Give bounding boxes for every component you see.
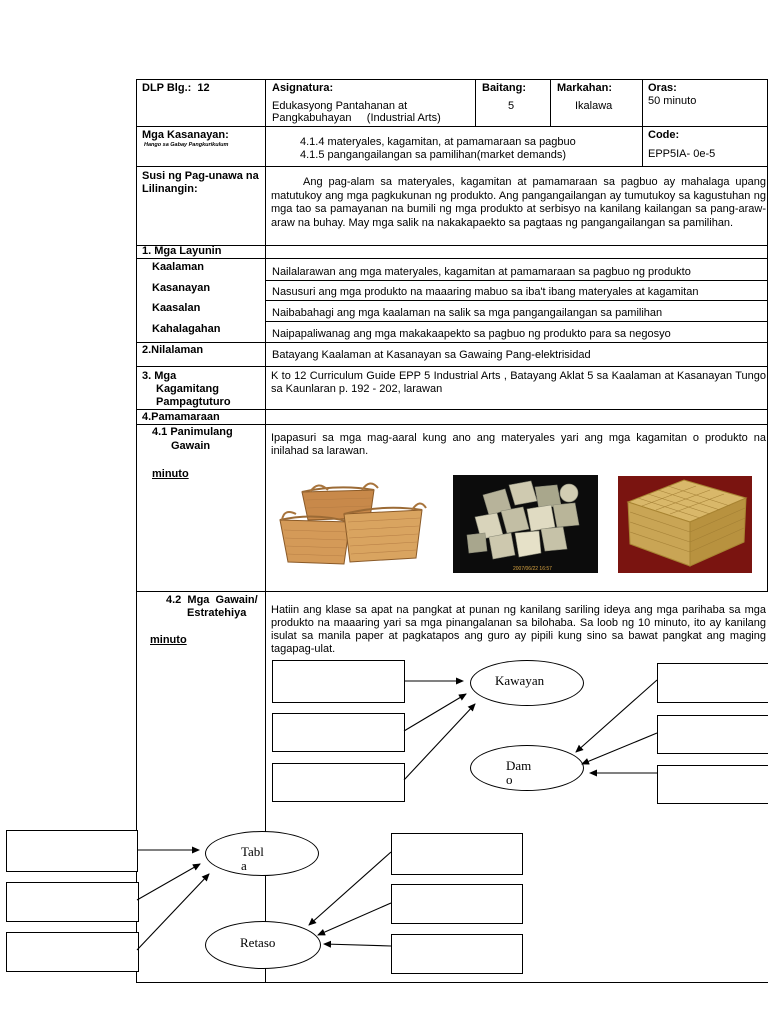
gawain-label-line2: Estratehiya — [187, 607, 247, 619]
gawain-text: Hatiin ang klase sa apat na pangkat at punan ng kanilang sariling ideya ang mga parihaba sa mga produkto na maaaring yari sa mga pinangalanan sa bilohaba. Sa loob ng 10 minuto, ito ay kanilang isulat sa manila paper at pagkatapos ang guro ay pipili kung sino sa bawat pangkat ang maging tagapag-ulat. — [271, 604, 766, 655]
arrow — [576, 680, 657, 752]
damo-label: Dam o — [506, 758, 532, 787]
markahan-label: Markahan: — [557, 82, 613, 94]
susi-label-line2: Lilinangin: — [142, 183, 198, 195]
arrow — [404, 694, 466, 731]
gawain-minuto: minuto — [150, 634, 187, 646]
panimula-label-line2: Gawain — [171, 440, 211, 452]
panimula-minuto: minuto — [152, 468, 189, 480]
kasanayan-obj-text: Nasusuri ang mga produkto na maaaring mabuo sa iba't ibang materyales at kagamitan — [272, 286, 699, 298]
asignatura-label: Asignatura: — [272, 82, 334, 94]
arrow — [137, 864, 200, 900]
kasanayan-line2: 4.1.5 pangangailangan sa pamilihan(market demands) — [300, 149, 567, 161]
arrow — [309, 852, 391, 925]
kawayan-label: Kawayan — [495, 673, 545, 688]
code-label: Code: — [648, 129, 680, 141]
susi-label-line1: Susi ng Pag-unawa na — [142, 170, 259, 182]
markahan-value: Ikalawa — [575, 100, 613, 112]
kasanayan-sublabel: Hango sa Gabay Pangkurikulum — [144, 142, 229, 148]
arrow — [324, 944, 391, 946]
kaalaman-label: Kaalaman — [152, 261, 204, 273]
gawain-label-line1: 4.2 Mga Gawain/ — [166, 594, 258, 606]
kagamitan-label-line2: Kagamitang — [156, 383, 219, 395]
kasanayan-obj-label: Kasanayan — [152, 282, 211, 294]
kasanayan-line1: 4.1.4 materyales, kagamitan, at pamamaraan sa pagbuo — [300, 136, 576, 148]
panimula-label-line1: 4.1 Panimulang — [152, 426, 233, 438]
photo-timestamp: 2007/06/22 16:57 — [513, 566, 552, 572]
baitang-value: 5 — [508, 100, 515, 112]
kagamitan-label-line3: Pampagtuturo — [156, 396, 231, 408]
oras-label: Oras: — [648, 82, 677, 94]
baitang-label: Baitang: — [482, 82, 526, 94]
arrow — [404, 704, 475, 780]
kagamitan-text: K to 12 Curriculum Guide EPP 5 Industrial Arts , Batayang Aklat 5 sa Kaalaman at Kasanayan Tungo sa Kaunlaran p. 192 - 202, larawan — [271, 370, 766, 395]
asignatura-line2: Pangkabuhayan (Industrial Arts) — [272, 112, 441, 124]
kaasalan-text: Naibabahagi ang mga kaalaman na salik sa mga pangangailangan sa pamilihan — [272, 307, 663, 319]
pamamaraan-label: 4.Pamamaraan — [142, 411, 220, 423]
nilalaman-text: Batayang Kaalaman at Kasanayan sa Gawaing Pang-elektrisidad — [272, 349, 591, 361]
dlp-number: 12 — [197, 82, 210, 94]
retaso-label: Retaso — [240, 935, 276, 950]
asignatura-line1: Edukasyong Pantahanan at — [272, 100, 408, 112]
arrow — [582, 733, 657, 764]
dlp-label: DLP Blg.: 12 — [142, 82, 210, 94]
susi-text: Ang pag-alam sa materyales, kagamitan at pamamaraan sa pagbuo ay mahalaga upang matutukoy ang mga pagkukunan ng produkto. Ang pangangailangan ay tumutukoy sa kagustuhan ng mga tao sa pamayanan na bumili ng mga produkto at serbisyo na kanilang kailangan sa pang-araw-araw na buhay. May mga salik na nakakapaekto sa pagtaas ng pangangailangan sa pamilihan. — [271, 176, 766, 229]
tabla-label: Tabl a — [241, 844, 264, 873]
panimula-text: Ipapasuri sa mga mag-aaral kung ano ang materyales yari ang mga kagamitan o produkto na inilahad sa larawan. — [271, 432, 766, 457]
nilalaman-label: 2.Nilalaman — [142, 344, 204, 356]
layunin-label: 1. Mga Layunin — [142, 245, 222, 257]
kahalagahan-label: Kahalagahan — [152, 323, 221, 335]
kagamitan-label-line1: 3. Mga — [142, 370, 177, 382]
arrow — [137, 874, 209, 950]
kaalaman-text: Nailalarawan ang mga materyales, kagamitan at pamamaraan sa pagbuo ng produkto — [272, 266, 691, 278]
kahalagahan-text: Naipapaliwanag ang mga makakaapekto sa pagbuo ng produkto para sa negosyo — [272, 328, 671, 340]
oras-value: 50 minuto — [648, 95, 697, 107]
kaasalan-label: Kaasalan — [152, 302, 201, 314]
code-value: EPP5IA- 0e-5 — [648, 148, 716, 160]
kasanayan-label: Mga Kasanayan: — [142, 129, 229, 141]
